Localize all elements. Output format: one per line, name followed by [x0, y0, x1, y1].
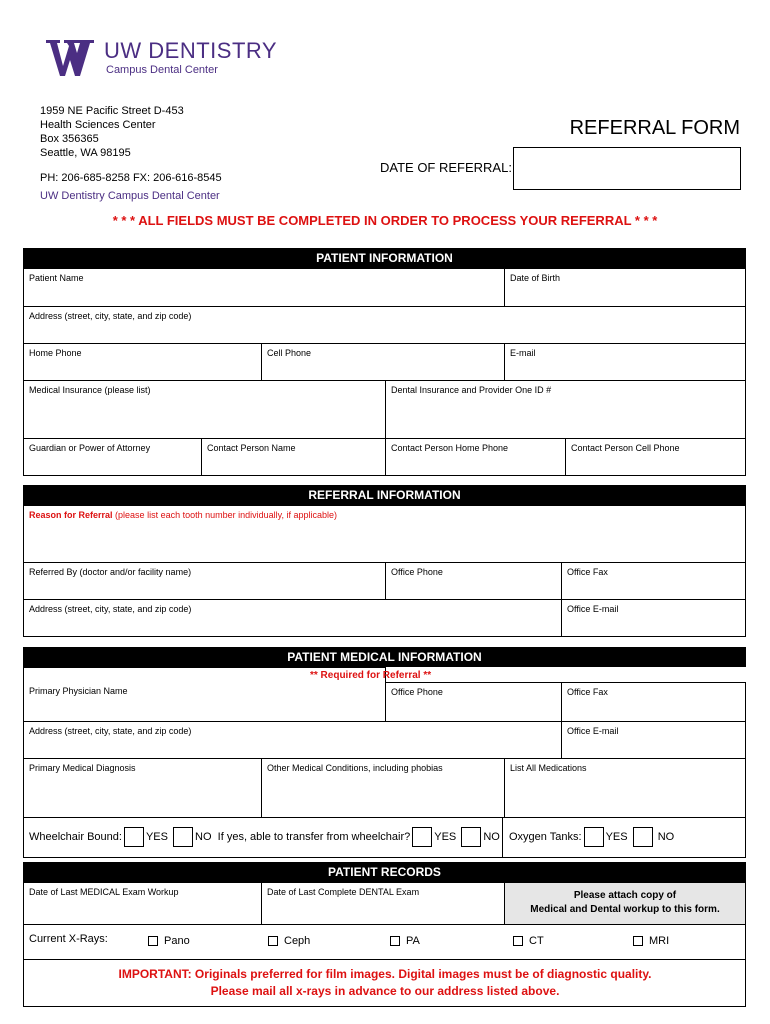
attach-workup-note: [504, 882, 746, 925]
oxygen-no-checkbox[interactable]: [633, 827, 653, 847]
physician-office-email-field[interactable]: [561, 721, 746, 759]
physician-office-phone-label: Office Phone: [391, 687, 443, 697]
pa-label: PA: [406, 935, 420, 947]
reason-label: Reason for Referral: [29, 510, 113, 520]
oxygen-yes-checkbox[interactable]: [584, 827, 604, 847]
dob-label: Date of Birth: [510, 273, 561, 283]
ct-checkbox-icon: [513, 936, 523, 946]
transfer-label: If yes, able to transfer from wheelchair?: [217, 830, 411, 843]
brand-subtitle: Campus Dental Center: [106, 64, 218, 76]
contact-home-phone-label: Contact Person Home Phone: [391, 443, 509, 453]
referral-address-label: Address (street, city, state, and zip code): [29, 604, 192, 614]
ceph-checkbox-icon: [268, 936, 278, 946]
wheelchair-yes-checkbox[interactable]: [124, 827, 144, 847]
patient-name-label: Patient Name: [29, 273, 84, 283]
medications-field[interactable]: [504, 758, 746, 818]
transfer-no-label: NO: [483, 830, 500, 843]
ceph-label: Ceph: [284, 935, 311, 947]
referral-office-phone-label: Office Phone: [391, 567, 443, 577]
address-line-4: Seattle, WA 98195: [40, 147, 131, 159]
email-label: E-mail: [510, 348, 536, 358]
section-referral-information: REFERRAL INFORMATION: [23, 485, 746, 505]
wheelchair-no-label: NO: [195, 830, 212, 843]
xray-pano-option[interactable]: [148, 935, 190, 947]
oxygen-group: [509, 827, 674, 847]
transfer-yes-label: YES: [434, 830, 457, 843]
wheelchair-label: Wheelchair Bound:: [29, 830, 122, 843]
uw-logo-icon: [46, 40, 94, 76]
mri-label: MRI: [649, 935, 670, 947]
address-line-2: Health Sciences Center: [40, 119, 156, 131]
date-of-referral-label: DATE OF REFERRAL:: [380, 160, 512, 175]
oxygen-label: Oxygen Tanks:: [509, 830, 582, 843]
referral-office-email-label: Office E-mail: [567, 604, 619, 614]
physician-office-fax-field[interactable]: [561, 682, 746, 722]
referral-office-phone-field[interactable]: [385, 562, 562, 600]
form-title: REFERRAL FORM: [569, 117, 740, 139]
physician-office-fax-label: Office Fax: [567, 687, 608, 697]
referral-office-email-field[interactable]: [561, 599, 746, 637]
medical-diagnosis-field[interactable]: [23, 758, 262, 818]
reason-for-referral-field[interactable]: [23, 505, 746, 563]
wheelchair-row: [23, 817, 503, 858]
dental-insurance-field[interactable]: [385, 380, 746, 439]
other-conditions-field[interactable]: [261, 758, 505, 818]
xrays-label: Current X-Rays:: [29, 933, 108, 945]
guardian-label: Guardian or Power of Attorney: [29, 443, 151, 453]
xray-pa-option[interactable]: [390, 935, 420, 947]
section-patient-information: PATIENT INFORMATION: [23, 248, 746, 268]
patient-name-field[interactable]: [23, 268, 505, 307]
patient-address-field[interactable]: [23, 306, 746, 344]
physician-office-email-label: Office E-mail: [567, 726, 619, 736]
other-conditions-label: Other Medical Conditions, including phobias: [267, 763, 443, 773]
transfer-no-checkbox[interactable]: [461, 827, 481, 847]
referred-by-field[interactable]: [23, 562, 386, 600]
attach-line-1: Please attach copy of: [573, 890, 677, 901]
reason-note: (please list each tooth number individually, if applicable): [115, 510, 338, 520]
required-for-referral-note: ** Required for Referral **: [310, 670, 432, 681]
oxygen-row: [502, 817, 746, 858]
contact-home-phone-field[interactable]: [385, 438, 566, 476]
last-medical-exam-label: Date of Last MEDICAL Exam Workup: [29, 887, 179, 897]
pa-checkbox-icon: [390, 936, 400, 946]
home-phone-field[interactable]: [23, 343, 262, 381]
brand-name: UW DENTISTRY: [104, 38, 278, 63]
medical-insurance-field[interactable]: [23, 380, 386, 439]
oxygen-no-label: NO: [657, 830, 675, 843]
physician-office-phone-field[interactable]: [385, 682, 562, 722]
patient-address-label: Address (street, city, state, and zip code): [29, 311, 192, 321]
section-patient-records: PATIENT RECORDS: [23, 862, 746, 882]
last-medical-exam-field[interactable]: [23, 882, 262, 925]
wheelchair-group: [29, 827, 500, 847]
dental-insurance-label: Dental Insurance and Provider One ID #: [391, 385, 552, 395]
mri-checkbox-icon: [633, 936, 643, 946]
pano-checkbox-icon: [148, 936, 158, 946]
physician-name-label: Primary Physician Name: [29, 686, 128, 696]
attach-line-2: Medical and Dental workup to this form.: [530, 904, 720, 915]
center-name: UW Dentistry Campus Dental Center: [40, 190, 220, 202]
required-fields-warning: * * * ALL FIELDS MUST BE COMPLETED IN ORDER TO PROCESS YOUR REFERRAL * * *: [112, 213, 658, 228]
xrays-row: [23, 924, 746, 960]
phone-fax-line: PH: 206-685-8258 FX: 206-616-8545: [40, 172, 222, 184]
section-patient-medical-information: PATIENT MEDICAL INFORMATION: [23, 647, 746, 667]
xray-ceph-option[interactable]: [268, 935, 310, 947]
contact-name-label: Contact Person Name: [207, 443, 296, 453]
contact-cell-phone-label: Contact Person Cell Phone: [571, 443, 680, 453]
transfer-yes-checkbox[interactable]: [412, 827, 432, 847]
pano-label: Pano: [164, 935, 190, 947]
wheelchair-yes-label: YES: [145, 830, 168, 843]
contact-cell-phone-field[interactable]: [565, 438, 746, 476]
referral-office-fax-label: Office Fax: [567, 567, 608, 577]
medical-insurance-label: Medical Insurance (please list): [29, 385, 151, 395]
email-field[interactable]: [504, 343, 746, 381]
contact-name-field[interactable]: [201, 438, 386, 476]
guardian-field[interactable]: [23, 438, 202, 476]
referred-by-label: Referred By (doctor and/or facility name): [29, 567, 192, 577]
cell-phone-field[interactable]: [261, 343, 505, 381]
address-line-1: 1959 NE Pacific Street D-453: [40, 105, 184, 117]
xray-mri-option[interactable]: [633, 935, 669, 947]
important-line-2: Please mail all x-rays in advance to our address listed above.: [210, 984, 560, 998]
physician-address-field[interactable]: [23, 721, 562, 759]
xray-ct-option[interactable]: [513, 935, 544, 947]
last-dental-exam-field[interactable]: [261, 882, 505, 925]
important-line-1: IMPORTANT: Originals preferred for film images. Digital images must be of diagnostic quality.: [118, 967, 652, 981]
cell-phone-label: Cell Phone: [267, 348, 312, 358]
wheelchair-no-checkbox[interactable]: [173, 827, 193, 847]
last-dental-exam-label: Date of Last Complete DENTAL Exam: [267, 887, 420, 897]
address-line-3: Box 356365: [40, 133, 99, 145]
dob-field[interactable]: [504, 268, 746, 307]
referral-office-fax-field[interactable]: [561, 562, 746, 600]
physician-address-label: Address (street, city, state, and zip code): [29, 726, 192, 736]
medical-diagnosis-label: Primary Medical Diagnosis: [29, 763, 136, 773]
referral-address-field[interactable]: [23, 599, 562, 637]
home-phone-label: Home Phone: [29, 348, 82, 358]
date-of-referral-field[interactable]: [513, 147, 741, 190]
oxygen-yes-label: YES: [605, 830, 628, 843]
medications-label: List All Medications: [510, 763, 587, 773]
ct-label: CT: [529, 935, 544, 947]
